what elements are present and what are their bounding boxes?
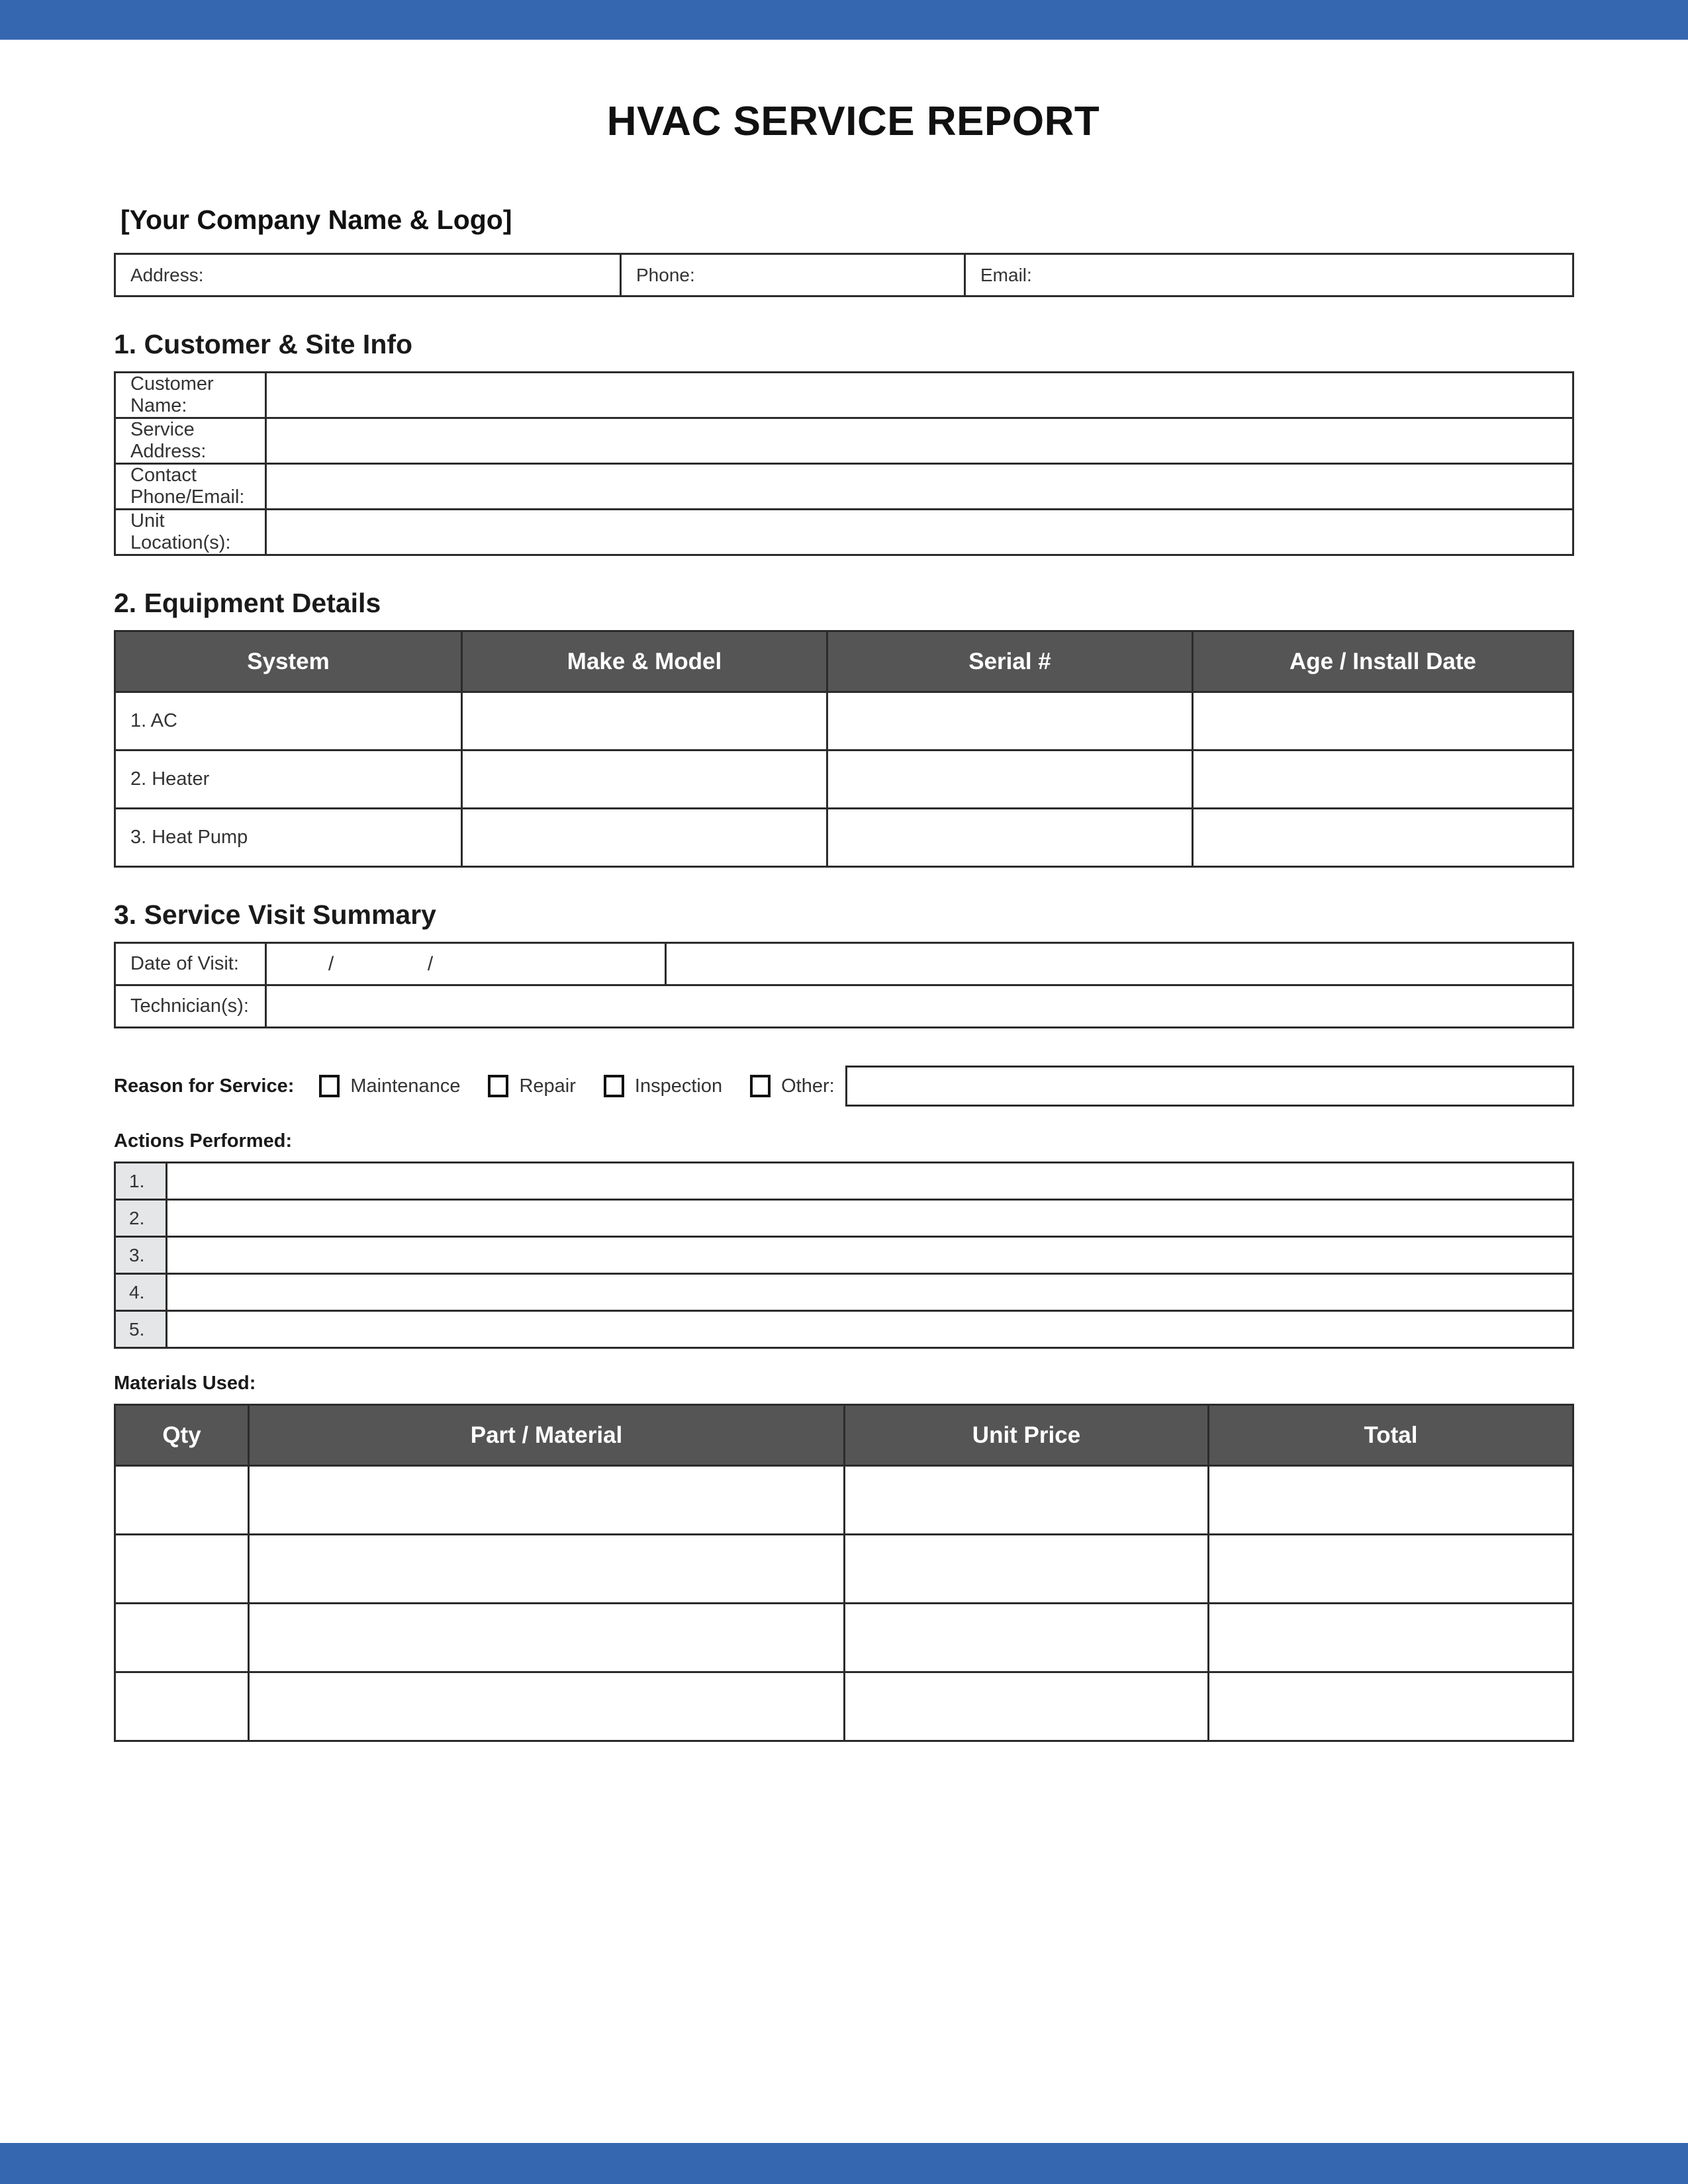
- table-row: [115, 692, 1573, 751]
- material-total-input[interactable]: [1209, 1535, 1573, 1604]
- phone-input[interactable]: [687, 254, 965, 296]
- reason-option-inspection[interactable]: [604, 1075, 722, 1097]
- equipment-system-heat-pump: 3. Heat Pump: [115, 809, 462, 867]
- material-total-input[interactable]: [1209, 1672, 1573, 1741]
- action-number: 1.: [115, 1163, 167, 1200]
- equipment-details-table: [114, 630, 1574, 868]
- table-header-row: [115, 631, 1573, 692]
- reason-option-repair[interactable]: [488, 1075, 575, 1097]
- material-unit-price-input[interactable]: [845, 1466, 1209, 1535]
- bottom-accent-bar: [0, 2143, 1688, 2184]
- material-unit-price-input[interactable]: [845, 1604, 1209, 1672]
- reason-option-label: Maintenance: [350, 1075, 461, 1097]
- table-row: [115, 254, 1573, 296]
- checkbox-icon[interactable]: [319, 1075, 340, 1097]
- top-accent-bar: [0, 0, 1688, 40]
- checkbox-icon[interactable]: [604, 1075, 624, 1097]
- equipment-age-install-input[interactable]: [1193, 692, 1573, 751]
- material-unit-price-input[interactable]: [845, 1535, 1209, 1604]
- material-qty-input[interactable]: [115, 1604, 249, 1672]
- material-qty-input[interactable]: [115, 1535, 249, 1604]
- contact-phone-email-input[interactable]: [266, 464, 1573, 510]
- table-row: [115, 418, 1573, 464]
- reason-option-label: Repair: [519, 1075, 576, 1097]
- equipment-make-model-input[interactable]: [462, 692, 827, 751]
- table-row: [115, 1672, 1573, 1741]
- list-item: [115, 1311, 1573, 1348]
- company-name-placeholder: [Your Company Name & Logo]: [120, 205, 512, 235]
- column-header-make-model: Make & Model: [462, 631, 827, 692]
- materials-used-table: [114, 1404, 1574, 1742]
- material-qty-input[interactable]: [115, 1672, 249, 1741]
- phone-label: Phone:: [621, 254, 687, 296]
- customer-name-input[interactable]: [266, 373, 1573, 418]
- reason-other-label: Other:: [781, 1075, 835, 1097]
- action-input[interactable]: [167, 1311, 1573, 1348]
- equipment-make-model-input[interactable]: [462, 809, 827, 867]
- material-total-input[interactable]: [1209, 1466, 1573, 1535]
- table-row: [115, 985, 1573, 1028]
- email-input[interactable]: [1031, 254, 1573, 296]
- date-slash-1: /: [328, 952, 334, 975]
- section-3-heading: 3. Service Visit Summary: [114, 899, 436, 930]
- table-row: [115, 943, 1573, 985]
- action-number: 5.: [115, 1311, 167, 1348]
- column-header-part-material: Part / Material: [249, 1405, 845, 1466]
- table-row: [115, 809, 1573, 867]
- reason-for-service-row: [114, 1066, 1574, 1107]
- unit-locations-input[interactable]: [266, 510, 1573, 555]
- material-part-input[interactable]: [249, 1535, 845, 1604]
- material-unit-price-input[interactable]: [845, 1672, 1209, 1741]
- date-slash-group: [281, 953, 480, 976]
- material-part-input[interactable]: [249, 1672, 845, 1741]
- customer-name-label: Customer Name:: [115, 373, 266, 418]
- reason-option-label: Inspection: [634, 1075, 723, 1097]
- date-slash-2: /: [427, 952, 434, 975]
- action-number: 3.: [115, 1237, 167, 1274]
- equipment-serial-input[interactable]: [827, 809, 1193, 867]
- equipment-age-install-input[interactable]: [1193, 809, 1573, 867]
- contact-strip: [114, 253, 1574, 297]
- list-item: [115, 1163, 1573, 1200]
- material-part-input[interactable]: [249, 1604, 845, 1672]
- reason-option-maintenance[interactable]: [319, 1075, 460, 1097]
- equipment-age-install-input[interactable]: [1193, 751, 1573, 809]
- column-header-total: Total: [1209, 1405, 1573, 1466]
- technician-label: Technician(s):: [115, 985, 266, 1028]
- column-header-age-install-date: Age / Install Date: [1193, 631, 1573, 692]
- action-input[interactable]: [167, 1163, 1573, 1200]
- action-input[interactable]: [167, 1274, 1573, 1311]
- page-content: [114, 40, 1574, 1742]
- service-address-input[interactable]: [266, 418, 1573, 464]
- date-row-spacer: [666, 943, 1573, 985]
- page-title: HVAC SERVICE REPORT: [606, 99, 1100, 144]
- equipment-system-heater: 2. Heater: [115, 751, 462, 809]
- section-2-heading: 2. Equipment Details: [114, 588, 381, 618]
- contact-phone-email-label: Contact Phone/Email:: [115, 464, 266, 510]
- technician-input[interactable]: [266, 985, 1573, 1028]
- column-header-serial: Serial #: [827, 631, 1193, 692]
- table-row: [115, 373, 1573, 418]
- table-row: [115, 1535, 1573, 1604]
- table-header-row: [115, 1405, 1573, 1466]
- reason-for-service-label: Reason for Service:: [114, 1075, 295, 1097]
- date-of-visit-input[interactable]: [266, 943, 666, 985]
- action-input[interactable]: [167, 1237, 1573, 1274]
- customer-site-info-table: [114, 371, 1574, 556]
- table-row: [115, 510, 1573, 555]
- reason-option-other[interactable]: [750, 1066, 1574, 1107]
- action-number: 4.: [115, 1274, 167, 1311]
- list-item: [115, 1237, 1573, 1274]
- service-visit-table: [114, 942, 1574, 1028]
- actions-performed-table: [114, 1161, 1574, 1349]
- action-input[interactable]: [167, 1200, 1573, 1237]
- equipment-make-model-input[interactable]: [462, 751, 827, 809]
- reason-other-input[interactable]: [845, 1066, 1574, 1107]
- equipment-serial-input[interactable]: [827, 751, 1193, 809]
- equipment-system-ac: 1. AC: [115, 692, 462, 751]
- address-label: Address:: [115, 254, 200, 296]
- table-row: [115, 1466, 1573, 1535]
- checkbox-icon[interactable]: [488, 1075, 508, 1097]
- column-header-qty: Qty: [115, 1405, 249, 1466]
- table-row: [115, 464, 1573, 510]
- material-total-input[interactable]: [1209, 1604, 1573, 1672]
- material-qty-input[interactable]: [115, 1466, 249, 1535]
- materials-used-heading: Materials Used:: [114, 1373, 256, 1394]
- service-address-label: Service Address:: [115, 418, 266, 464]
- actions-performed-heading: Actions Performed:: [114, 1130, 293, 1152]
- equipment-serial-input[interactable]: [827, 692, 1193, 751]
- column-header-system: System: [115, 631, 462, 692]
- list-item: [115, 1200, 1573, 1237]
- checkbox-icon[interactable]: [750, 1075, 771, 1097]
- unit-locations-label: Unit Location(s):: [115, 510, 266, 555]
- column-header-unit-price: Unit Price: [845, 1405, 1209, 1466]
- address-input[interactable]: [200, 254, 621, 296]
- table-row: [115, 1604, 1573, 1672]
- material-part-input[interactable]: [249, 1466, 845, 1535]
- email-label: Email:: [965, 254, 1031, 296]
- action-number: 2.: [115, 1200, 167, 1237]
- section-1-heading: 1. Customer & Site Info: [114, 329, 413, 359]
- table-row: [115, 751, 1573, 809]
- list-item: [115, 1274, 1573, 1311]
- date-of-visit-label: Date of Visit:: [115, 943, 266, 985]
